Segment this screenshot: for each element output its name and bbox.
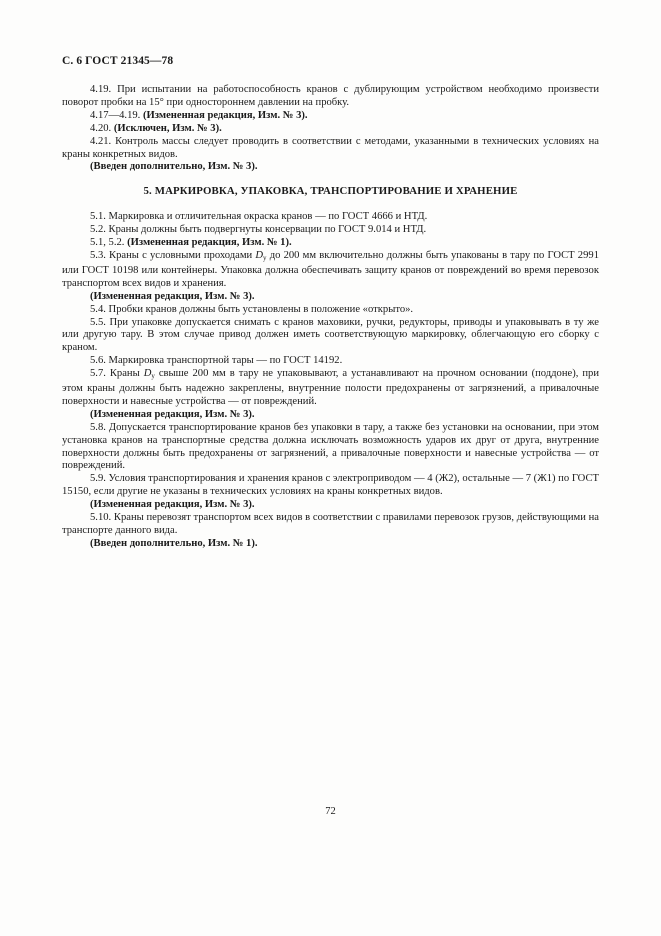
amendment-note: (Измененная редакция, Изм. № 3).	[90, 408, 255, 420]
page-number: 72	[325, 806, 336, 817]
clause-5-1-5-2-amendment	[62, 237, 599, 250]
amendment-note: (Исключен, Изм. № 3).	[113, 122, 222, 134]
symbol-d: D	[143, 368, 152, 380]
clause-range: 5.1, 5.2.	[90, 237, 125, 249]
clause-5-1: 5.1. Маркировка и отличительная окраска кранов — по ГОСТ 4666 и НТД.	[90, 211, 428, 223]
clause-range: 4.17—4.19.	[90, 109, 141, 121]
clause-5-2: 5.2. Краны должны быть подвергнуты консервации по ГОСТ 9.014 и НТД.	[90, 224, 427, 236]
clause-5-10-amendment	[62, 538, 599, 551]
clause-5-9-amendment	[62, 499, 599, 512]
amendment-note: (Введен дополнительно, Изм. № 3).	[90, 161, 258, 173]
clause-4-17-amendment	[62, 110, 599, 123]
clause-5-3: 5.3. Краны с условными проходами $D_у$ до 200 мм включительно должны быть упакованы в тару по ГОСТ 2991 или ГОСТ 10198 или контейнеры. Упаковка должна обеспечивать защиту кранов от повреждений во время перевозок транспортом всех видов и хранения.	[62, 249, 599, 289]
symbol-d: D	[255, 249, 264, 261]
clause-5-7-amendment	[62, 409, 599, 422]
amendment-note: (Введен дополнительно, Изм. № 1).	[90, 537, 258, 549]
clause-4-20	[62, 123, 599, 136]
clause-number: 4.20.	[90, 122, 112, 134]
clause-5-6: 5.6. Маркировка транспортной тары — по ГОСТ 14192.	[90, 355, 343, 367]
clause-5-7: 5.7. Краны $D_у$ свыше 200 мм в тару не упаковывают, а устанавливают на прочном основании (поддоне), при этом краны должны быть надежно закреплены, внутренние полости предохранены от загрязнений, а привалочные поверхности и навесные устройства — от повреждений.	[62, 368, 599, 407]
clause-5-5: 5.5. При упаковке допускается снимать с кранов маховики, ручки, редукторы, приводы и упаковывать в ту же или другую тару. В этом случае привод должен иметь соответствующую маркировку, облегчающую его сборку с краном.	[62, 316, 599, 354]
symbol-subscript: у	[151, 372, 155, 381]
running-header: С. 6 ГОСТ 21345—78	[62, 55, 174, 67]
clause-5-9: 5.9. Условия транспортирования и хранения кранов с электроприводом — 4 (Ж2), остальные — 7 (Ж1) по ГОСТ 15150, если другие не указаны в технических условиях на краны конкретных видов.	[62, 473, 599, 498]
amendment-note: (Измененная редакция, Изм. № 3).	[142, 109, 308, 121]
clause-5-8: 5.8. Допускается транспортирование кранов без упаковки в тару, а также без установки на основании, при этом установка кранов на транспортные средства должна исключать возможность ударов их друг от друга, внутренние поверхности должны быть предохранены от загрязнений, а привалочные поверхности и навесные устройства — от повреждений.	[62, 421, 599, 472]
clause-5-4: 5.4. Пробки кранов должны быть установлены в положение «открыто».	[90, 303, 414, 315]
clause-4-21: 4.21. Контроль массы следует проводить в соответствии с методами, указанными в технических условиях на краны конкретных видов.	[62, 135, 599, 160]
symbol-subscript: у	[263, 253, 267, 262]
clause-5-10: 5.10. Краны перевозят транспортом всех видов в соответствии с правилами перевозок грузов, действующими на транспорте данного вида.	[62, 512, 599, 536]
document-body	[62, 84, 599, 551]
amendment-note: (Измененная редакция, Изм. № 1).	[127, 237, 292, 249]
clause-4-19: 4.19. При испытании на работоспособность кранов с дублирующим устройством необходимо произвести поворот пробки на 15° при одностороннем давлении на пробку.	[62, 84, 599, 108]
clause-5-3-amendment	[62, 291, 599, 304]
amendment-note: (Измененная редакция, Изм. № 3).	[90, 290, 255, 302]
section-heading: 5. МАРКИРОВКА, УПАКОВКА, ТРАНСПОРТИРОВАНИЕ И ХРАНЕНИЕ	[143, 185, 518, 198]
clause-4-21-amendment	[62, 161, 599, 174]
amendment-note: (Измененная редакция, Изм. № 3).	[90, 499, 255, 511]
